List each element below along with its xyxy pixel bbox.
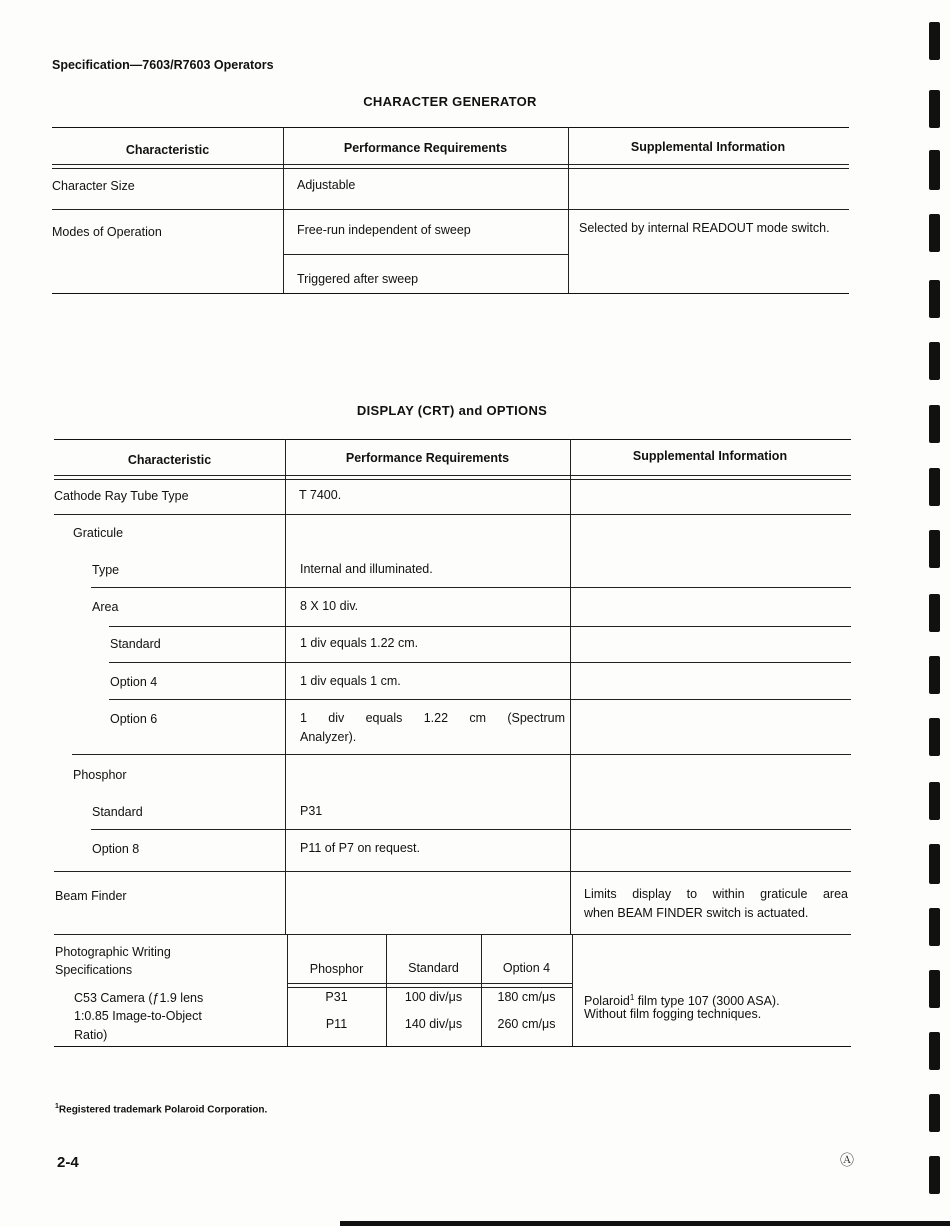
phosphor-label: Phosphor <box>73 768 127 782</box>
subtable-cell: 140 div/μs <box>404 1017 463 1031</box>
table-row-value: Triggered after sweep <box>297 272 419 286</box>
type-value: Internal and illuminated. <box>300 562 433 576</box>
table-row-value: Free-run independent of sweep <box>297 223 471 237</box>
standard-value: 1 div equals 1.22 cm. <box>300 636 419 650</box>
beam-finder-label: Beam Finder <box>55 889 127 903</box>
column-header-performance: Performance Requirements <box>345 451 510 465</box>
page-mark: Ⓐ <box>840 1152 854 1168</box>
beam-finder-supplemental-line1: Limits display to within graticule area <box>584 887 848 901</box>
type-label: Type <box>92 563 120 577</box>
table-row-value: Adjustable <box>297 178 356 192</box>
page-header: Specification—7603/R7603 Operators <box>52 58 274 72</box>
column-header-characteristic: Characteristic <box>127 453 212 467</box>
table-row-label: Character Size <box>52 179 135 193</box>
display-title: DISPLAY (CRT) and OPTIONS <box>356 403 548 418</box>
option4-label: Option 4 <box>110 675 158 689</box>
column-header-supplemental: Supplemental Information <box>630 140 786 154</box>
option8-label: Option 8 <box>92 842 140 856</box>
subtable-header-option4: Option 4 <box>502 961 551 975</box>
subtable-cell: 100 div/μs <box>404 990 463 1004</box>
option8-value: P11 of P7 on request. <box>300 841 420 855</box>
table-row-label: Modes of Operation <box>52 225 162 239</box>
area-value: 8 X 10 div. <box>300 599 359 613</box>
photo-sub-line1: C53 Camera (ƒ1.9 lens <box>74 991 204 1005</box>
subtable-cell: P11 <box>325 1017 348 1031</box>
table-row-supplemental: Selected by internal READOUT mode switch. <box>579 221 830 235</box>
subtable-cell: 260 cm/μs <box>497 1017 556 1031</box>
photo-label-line1: Photographic Writing <box>55 945 171 959</box>
photo-label-line2: Specifications <box>55 963 133 977</box>
page-number: 2-4 <box>57 1154 79 1171</box>
option6-value-line1: 1 div equals 1.22 cm (Spectrum <box>300 711 565 725</box>
subtable-cell: 180 cm/μs <box>497 990 556 1004</box>
subtable-header-phosphor: Phosphor <box>309 962 364 976</box>
area-label: Area <box>92 600 119 614</box>
option6-label: Option 6 <box>110 712 158 726</box>
bottom-edge-bar <box>340 1221 950 1226</box>
subtable-cell: P31 <box>325 990 348 1004</box>
crt-type-label: Cathode Ray Tube Type <box>54 489 189 503</box>
column-header-characteristic: Characteristic <box>125 143 210 157</box>
photo-sub-line3: Ratio) <box>74 1028 108 1042</box>
graticule-label: Graticule <box>73 526 124 540</box>
photo-supplemental-line2: Without film fogging techniques. <box>584 1007 762 1021</box>
standard-label: Standard <box>110 637 161 651</box>
subtable-header-standard: Standard <box>408 961 459 975</box>
column-header-supplemental: Supplemental Information <box>632 449 788 463</box>
option6-value-line2: Analyzer). <box>300 730 357 744</box>
phosphor-standard-label: Standard <box>92 805 143 819</box>
character-generator-title: CHARACTER GENERATOR <box>363 94 537 109</box>
footnote: $^1$Registered trademark Polaroid Corporation. <box>55 1103 268 1116</box>
phosphor-standard-value: P31 <box>300 804 323 818</box>
crt-type-value: T 7400. <box>299 488 342 502</box>
beam-finder-supplemental-line2: when BEAM FINDER switch is actuated. <box>584 906 809 920</box>
photo-supplemental-line1: Polaroid$^1$ film type 107 (3000 ASA). <box>584 993 780 1009</box>
option4-value: 1 div equals 1 cm. <box>300 674 401 688</box>
column-header-performance: Performance Requirements <box>343 141 508 155</box>
photo-sub-line2: 1:0.85 Image-to-Object <box>74 1009 202 1023</box>
